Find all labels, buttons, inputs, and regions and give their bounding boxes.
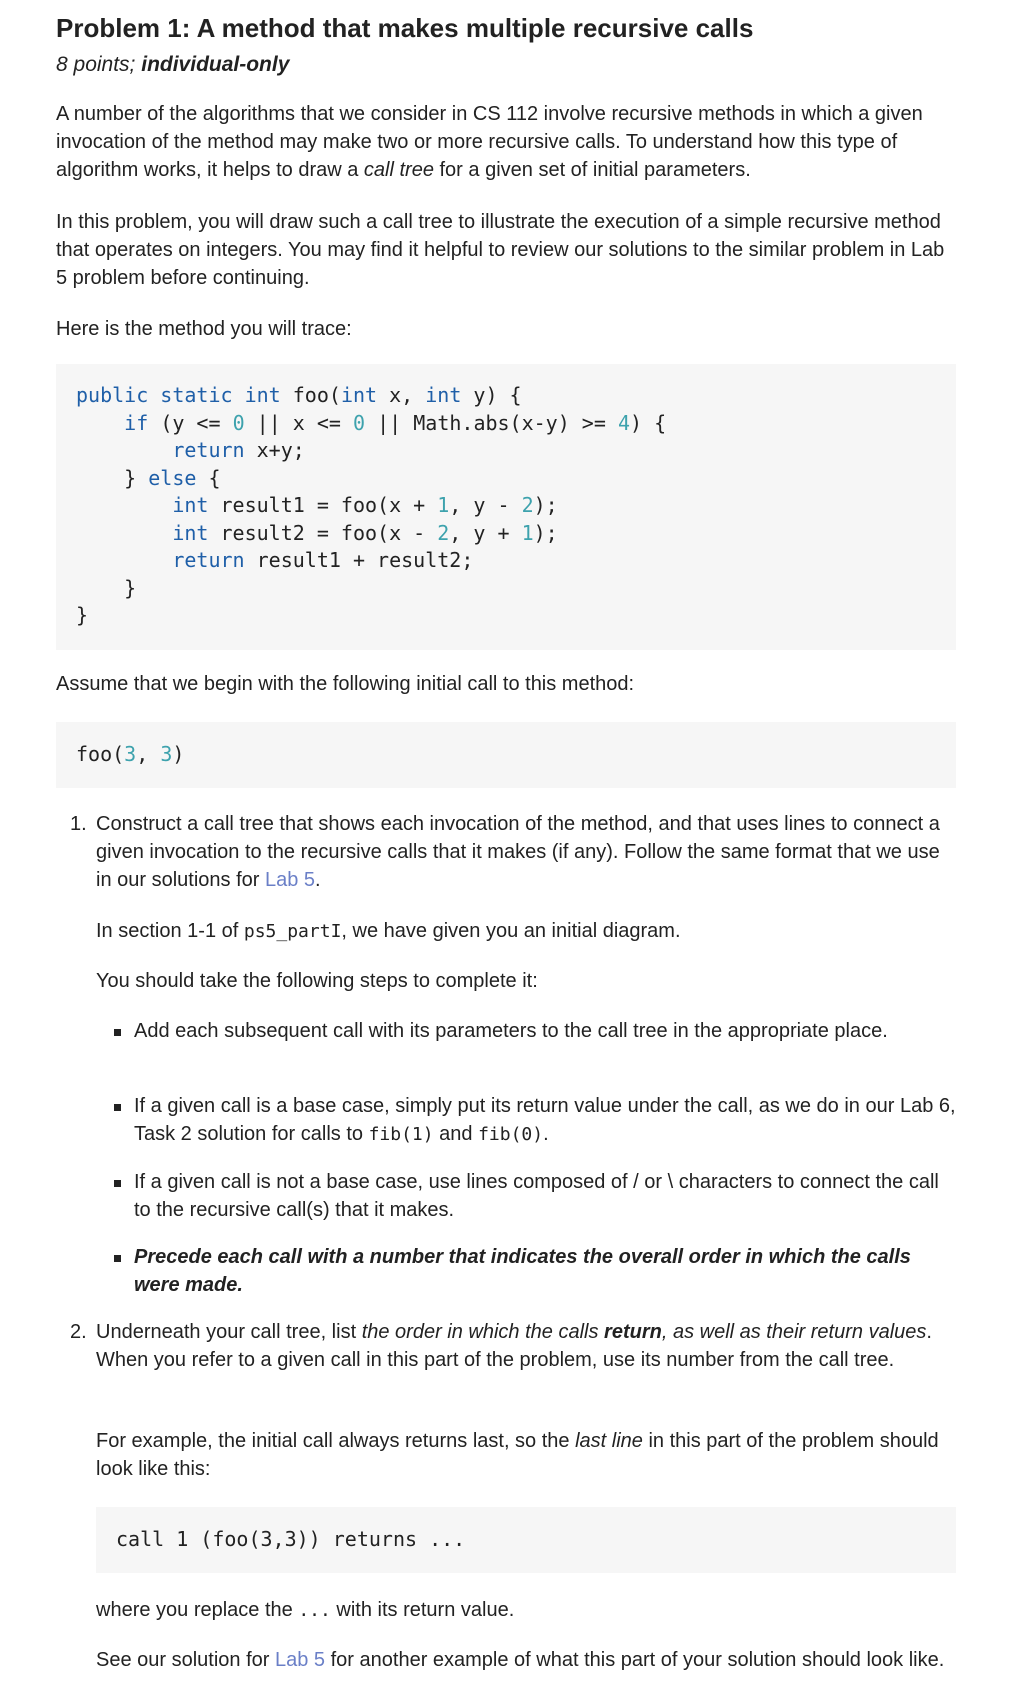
item2-strong: return (604, 1321, 662, 1343)
points-subtitle (56, 50, 289, 79)
item2-em-2: , as well as their return values (661, 1321, 927, 1343)
intro-p1-b: for a given set of initial parameters. (433, 159, 751, 181)
section-text-b: , we have given you an initial diagram. (341, 920, 681, 942)
replace-text-b: with its return value. (330, 1599, 515, 1621)
see-text-b: for another example of what this part of your solution should look like. (325, 1649, 945, 1671)
list-number-2: 2. (70, 1321, 87, 1343)
example-em: last line (575, 1430, 643, 1452)
mode-text: individual-only (141, 53, 290, 76)
bullet-2 (114, 1104, 121, 1111)
example-text-a: For example, the initial call always returns last, so the (96, 1430, 576, 1452)
intro-paragraph-2: In this problem, you will draw such a call tree to illustrate the execution of a simple recursive method that operates on integers. You may find it helpful to review our solutions to the similar problem in Lab 5 problem before continuing. (56, 211, 945, 289)
return-example-code-block (96, 1507, 956, 1573)
item1-text-b: . (315, 869, 321, 891)
b2-mid: and (433, 1123, 479, 1145)
intro-p1-a: A number of the algorithms that we consider in CS 112 involve recursive methods in which a given invocation of the method may make two or more recursive calls. To understand how this type of algorithm works, it helps to draw a (56, 103, 923, 181)
lab5-link[interactable]: Lab 5 (264, 869, 316, 891)
points-text: 8 points; (56, 53, 142, 76)
step-bullet-2 (134, 1092, 956, 1148)
replace-text-a: where you replace the (96, 1599, 299, 1621)
section-code: ps5_partI (243, 921, 342, 942)
item2-text-b: . When you refer to a given call in this part of the problem, use its number from the call tree. (96, 1321, 932, 1371)
section-text-a: In section 1-1 of (96, 920, 244, 942)
replace-code: ... (298, 1600, 331, 1621)
see-text-a: See our solution for (96, 1649, 275, 1671)
method-code: public static int foo(int x, int y) { if (y <= 0 || x <= 0 || Math.abs(x-y) >= 4) { return x+y; } else { int result1 = foo(x + 1, y - 2); int result2 = foo(x - 2, y + 1); return result1 + result2; } } (76, 383, 667, 627)
b2-text-a: If a given call is a base case, simply put its return value under the call, as we do in our Lab 6, Task 2 solution for calls to (134, 1095, 956, 1145)
intro-paragraph-3: Here is the method you will trace: (56, 318, 352, 340)
lab5-solution-link[interactable]: Lab 5 (275, 1649, 326, 1671)
step-bullet-4: Precede each call with a number that indicates the overall order in which the calls were made. (134, 1246, 911, 1296)
bullet-3 (114, 1180, 121, 1187)
b2-code-2: fib(0) (478, 1124, 544, 1145)
item2-text-a: Underneath your call tree, list (96, 1321, 362, 1343)
bullet-1 (114, 1029, 121, 1036)
list-number-1: 1. (70, 813, 87, 835)
initial-call-code-block (56, 722, 956, 788)
step-bullet-1: Add each subsequent call with its parameters to the call tree in the appropriate place. (134, 1020, 888, 1042)
step-bullet-3: If a given call is not a base case, use lines composed of / or \ characters to connect the call to the recursive call(s) that it makes. (134, 1171, 939, 1221)
assume-paragraph: Assume that we begin with the following initial call to this method: (56, 673, 635, 695)
item1-text-a: Construct a call tree that shows each invocation of the method, and that uses lines to connect a given invocation to the recursive calls that it makes (if any). Follow the same format that we use in our solutions for (96, 813, 940, 891)
replace-paragraph (96, 1596, 956, 1624)
item1-paragraph (96, 810, 956, 894)
steps-intro: You should take the following steps to complete it: (96, 970, 538, 992)
section-paragraph (96, 917, 956, 945)
example-paragraph (96, 1427, 956, 1483)
return-example-code: call 1 (foo(3,3)) returns ... (116, 1527, 466, 1551)
see-solution-paragraph (96, 1646, 956, 1674)
b2-code-1: fib(1) (368, 1124, 434, 1145)
example-text-b: in this part of the problem should look like this: (96, 1430, 939, 1480)
bullet-4 (114, 1255, 121, 1262)
intro-p1-em: call tree (363, 159, 434, 181)
b2-end: . (543, 1123, 549, 1145)
item2-paragraph (96, 1318, 956, 1374)
page-title: Problem 1: A method that makes multiple recursive calls (56, 13, 754, 43)
item2-em-1: the order in which the calls (361, 1321, 605, 1343)
initial-call-code: foo(3, 3) (76, 742, 185, 766)
method-code-block (56, 364, 956, 650)
intro-paragraph-1 (56, 100, 956, 184)
